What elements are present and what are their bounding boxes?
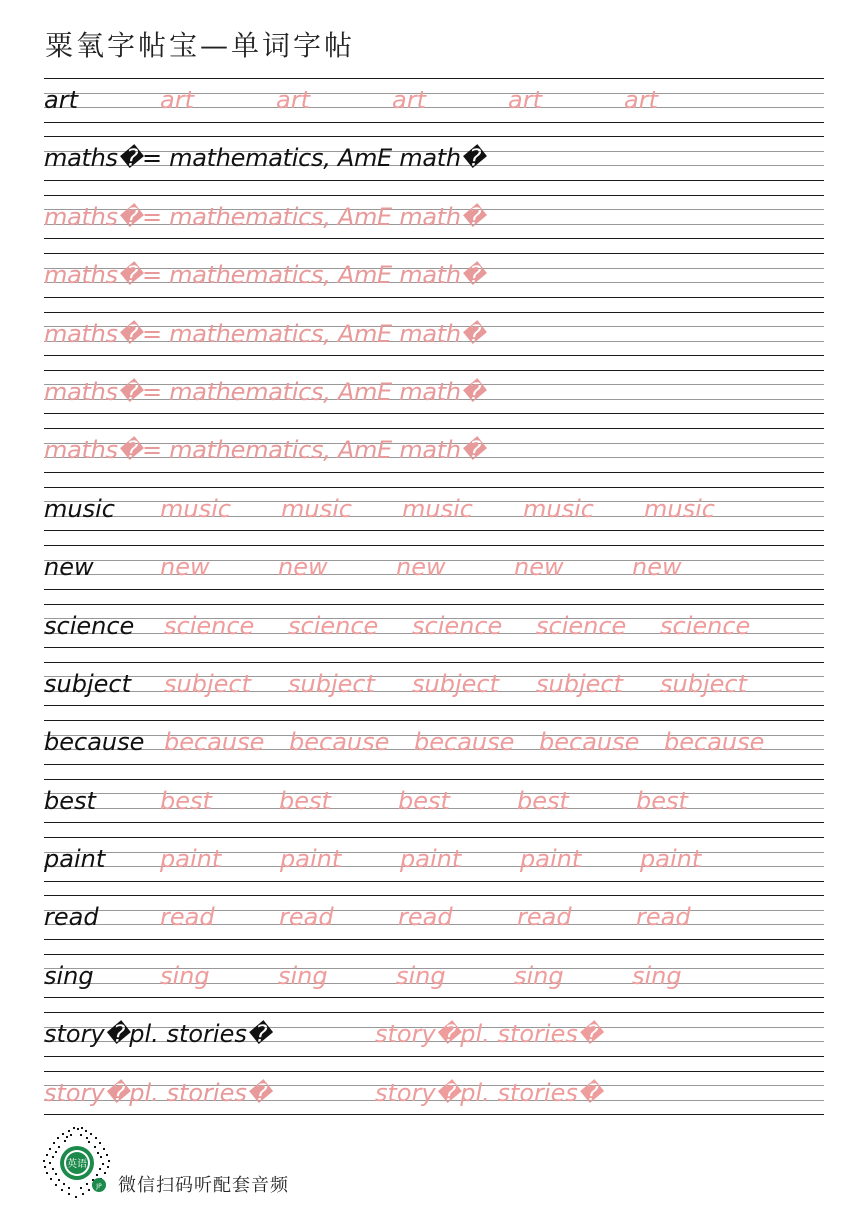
practice-row — [44, 195, 824, 253]
trace-word: new — [514, 553, 564, 582]
trace-word: sing — [160, 961, 210, 990]
word-lead: maths�= mathematics, AmE math� — [44, 377, 486, 406]
word-lead: subject — [44, 669, 131, 698]
guide-line — [44, 881, 824, 882]
trace-copies — [375, 1075, 602, 1111]
guide-line — [44, 589, 824, 590]
trace-word: paint — [160, 845, 222, 874]
trace-word: science — [412, 611, 503, 640]
trace-word: art — [508, 86, 542, 114]
practice-row — [44, 604, 824, 662]
trace-copies — [375, 1016, 602, 1052]
word-lead: maths�= mathematics, AmE math� — [44, 261, 486, 290]
trace-copies — [160, 549, 750, 585]
word-lead: because — [44, 728, 145, 757]
guide-line — [44, 428, 824, 429]
guide-line — [44, 895, 824, 896]
word-lead: music — [44, 494, 115, 523]
trace-word: read — [160, 903, 215, 932]
guide-line — [44, 238, 824, 239]
guide-line — [44, 297, 824, 298]
practice-row — [44, 1071, 824, 1129]
practice-row — [44, 895, 824, 953]
trace-copies — [160, 841, 760, 877]
trace-word: sing — [396, 961, 446, 990]
trace-word: subject — [660, 669, 747, 698]
trace-word: sing — [514, 961, 564, 990]
practice-row — [44, 78, 824, 136]
trace-copies — [164, 608, 784, 644]
guide-line — [44, 472, 824, 473]
trace-word: sing — [278, 961, 328, 990]
guide-line — [44, 822, 824, 823]
trace-word: best — [636, 786, 688, 815]
practice-row — [44, 837, 824, 895]
word-lead: maths�= mathematics, AmE math� — [44, 319, 486, 348]
word-lead: paint — [44, 845, 106, 874]
trace-word: read — [517, 903, 572, 932]
word-lead: maths�= mathematics, AmE math� — [44, 144, 486, 173]
trace-word: paint — [280, 845, 342, 874]
word-lead: story�pl. stories� — [44, 1078, 272, 1107]
trace-copies — [160, 899, 755, 935]
trace-word: art — [624, 86, 658, 114]
qr-small-badge-text: JP — [96, 1183, 102, 1190]
trace-word: story�pl. stories� — [375, 1020, 603, 1049]
page-title: 粟氧字帖宝—单词字帖 — [45, 29, 356, 62]
trace-word: science — [536, 611, 627, 640]
trace-word: art — [160, 86, 194, 114]
guide-line — [44, 122, 824, 123]
practice-row — [44, 136, 824, 194]
trace-word: paint — [520, 845, 582, 874]
practice-rows — [44, 78, 824, 1129]
guide-line — [44, 545, 824, 546]
guide-line — [44, 1071, 824, 1072]
trace-word: best — [279, 786, 331, 815]
trace-word: new — [278, 553, 328, 582]
trace-word: music — [523, 494, 594, 523]
guide-line — [44, 253, 824, 254]
guide-line — [44, 720, 824, 721]
trace-word: subject — [536, 669, 623, 698]
guide-line — [44, 487, 824, 488]
practice-row — [44, 487, 824, 545]
trace-word: subject — [288, 669, 375, 698]
trace-word: new — [160, 553, 210, 582]
guide-line — [44, 662, 824, 663]
guide-line — [44, 604, 824, 605]
guide-line — [44, 78, 824, 79]
guide-line — [44, 413, 824, 414]
guide-line — [44, 997, 824, 998]
trace-word: read — [398, 903, 453, 932]
trace-word: subject — [164, 669, 251, 698]
trace-copies — [160, 783, 755, 819]
trace-word: read — [279, 903, 334, 932]
word-lead: maths�= mathematics, AmE math� — [44, 202, 486, 231]
guide-line — [44, 764, 824, 765]
word-lead: science — [44, 611, 135, 640]
guide-line — [44, 939, 824, 940]
trace-word: art — [392, 86, 426, 114]
trace-word: because — [539, 728, 640, 757]
trace-word: music — [281, 494, 352, 523]
footer-caption: 微信扫码听配套音频 — [118, 1175, 289, 1196]
qr-badge-text: 英语 — [67, 1159, 87, 1170]
guide-line — [44, 195, 824, 196]
trace-word: because — [164, 728, 265, 757]
word-lead: art — [44, 86, 78, 114]
trace-word: subject — [412, 669, 499, 698]
qr-code-icon[interactable] — [40, 1126, 114, 1200]
practice-row — [44, 428, 824, 486]
trace-word: music — [644, 494, 715, 523]
practice-row — [44, 253, 824, 311]
trace-word: read — [636, 903, 691, 932]
practice-row — [44, 779, 824, 837]
trace-copies — [160, 958, 750, 994]
guide-line — [44, 705, 824, 706]
trace-word: music — [402, 494, 473, 523]
trace-word: new — [396, 553, 446, 582]
word-lead: best — [44, 786, 96, 815]
trace-word: art — [276, 86, 310, 114]
trace-word: because — [414, 728, 515, 757]
guide-line — [44, 136, 824, 137]
guide-line — [44, 647, 824, 648]
footer — [40, 1126, 440, 1206]
guide-line — [44, 355, 824, 356]
trace-word: science — [660, 611, 751, 640]
trace-word: science — [164, 611, 255, 640]
trace-copies — [164, 724, 789, 760]
word-lead: story�pl. stories� — [44, 1020, 272, 1049]
trace-copies — [160, 82, 740, 118]
trace-word: paint — [400, 845, 462, 874]
word-lead: read — [44, 903, 99, 932]
word-lead: sing — [44, 961, 94, 990]
guide-line — [44, 370, 824, 371]
trace-word: sing — [632, 961, 682, 990]
practice-row — [44, 720, 824, 778]
trace-word: best — [517, 786, 569, 815]
trace-word: best — [398, 786, 450, 815]
guide-line — [44, 1012, 824, 1013]
guide-line — [44, 530, 824, 531]
word-lead: maths�= mathematics, AmE math� — [44, 436, 486, 465]
trace-word: because — [664, 728, 765, 757]
practice-row — [44, 954, 824, 1012]
guide-line — [44, 779, 824, 780]
practice-row — [44, 1012, 824, 1070]
practice-row — [44, 312, 824, 370]
guide-line — [44, 954, 824, 955]
trace-word: science — [288, 611, 379, 640]
practice-row — [44, 662, 824, 720]
guide-line — [44, 1056, 824, 1057]
trace-copies — [160, 491, 765, 527]
guide-line — [44, 180, 824, 181]
trace-word: paint — [640, 845, 702, 874]
practice-row — [44, 370, 824, 428]
trace-word: new — [632, 553, 682, 582]
trace-word: best — [160, 786, 212, 815]
bottom-rule — [44, 1114, 824, 1115]
word-lead: new — [44, 553, 94, 582]
practice-row — [44, 545, 824, 603]
trace-word: story�pl. stories� — [375, 1078, 603, 1107]
trace-word: because — [289, 728, 390, 757]
trace-copies — [164, 666, 784, 702]
guide-line — [44, 312, 824, 313]
trace-word: music — [160, 494, 231, 523]
guide-line — [44, 837, 824, 838]
